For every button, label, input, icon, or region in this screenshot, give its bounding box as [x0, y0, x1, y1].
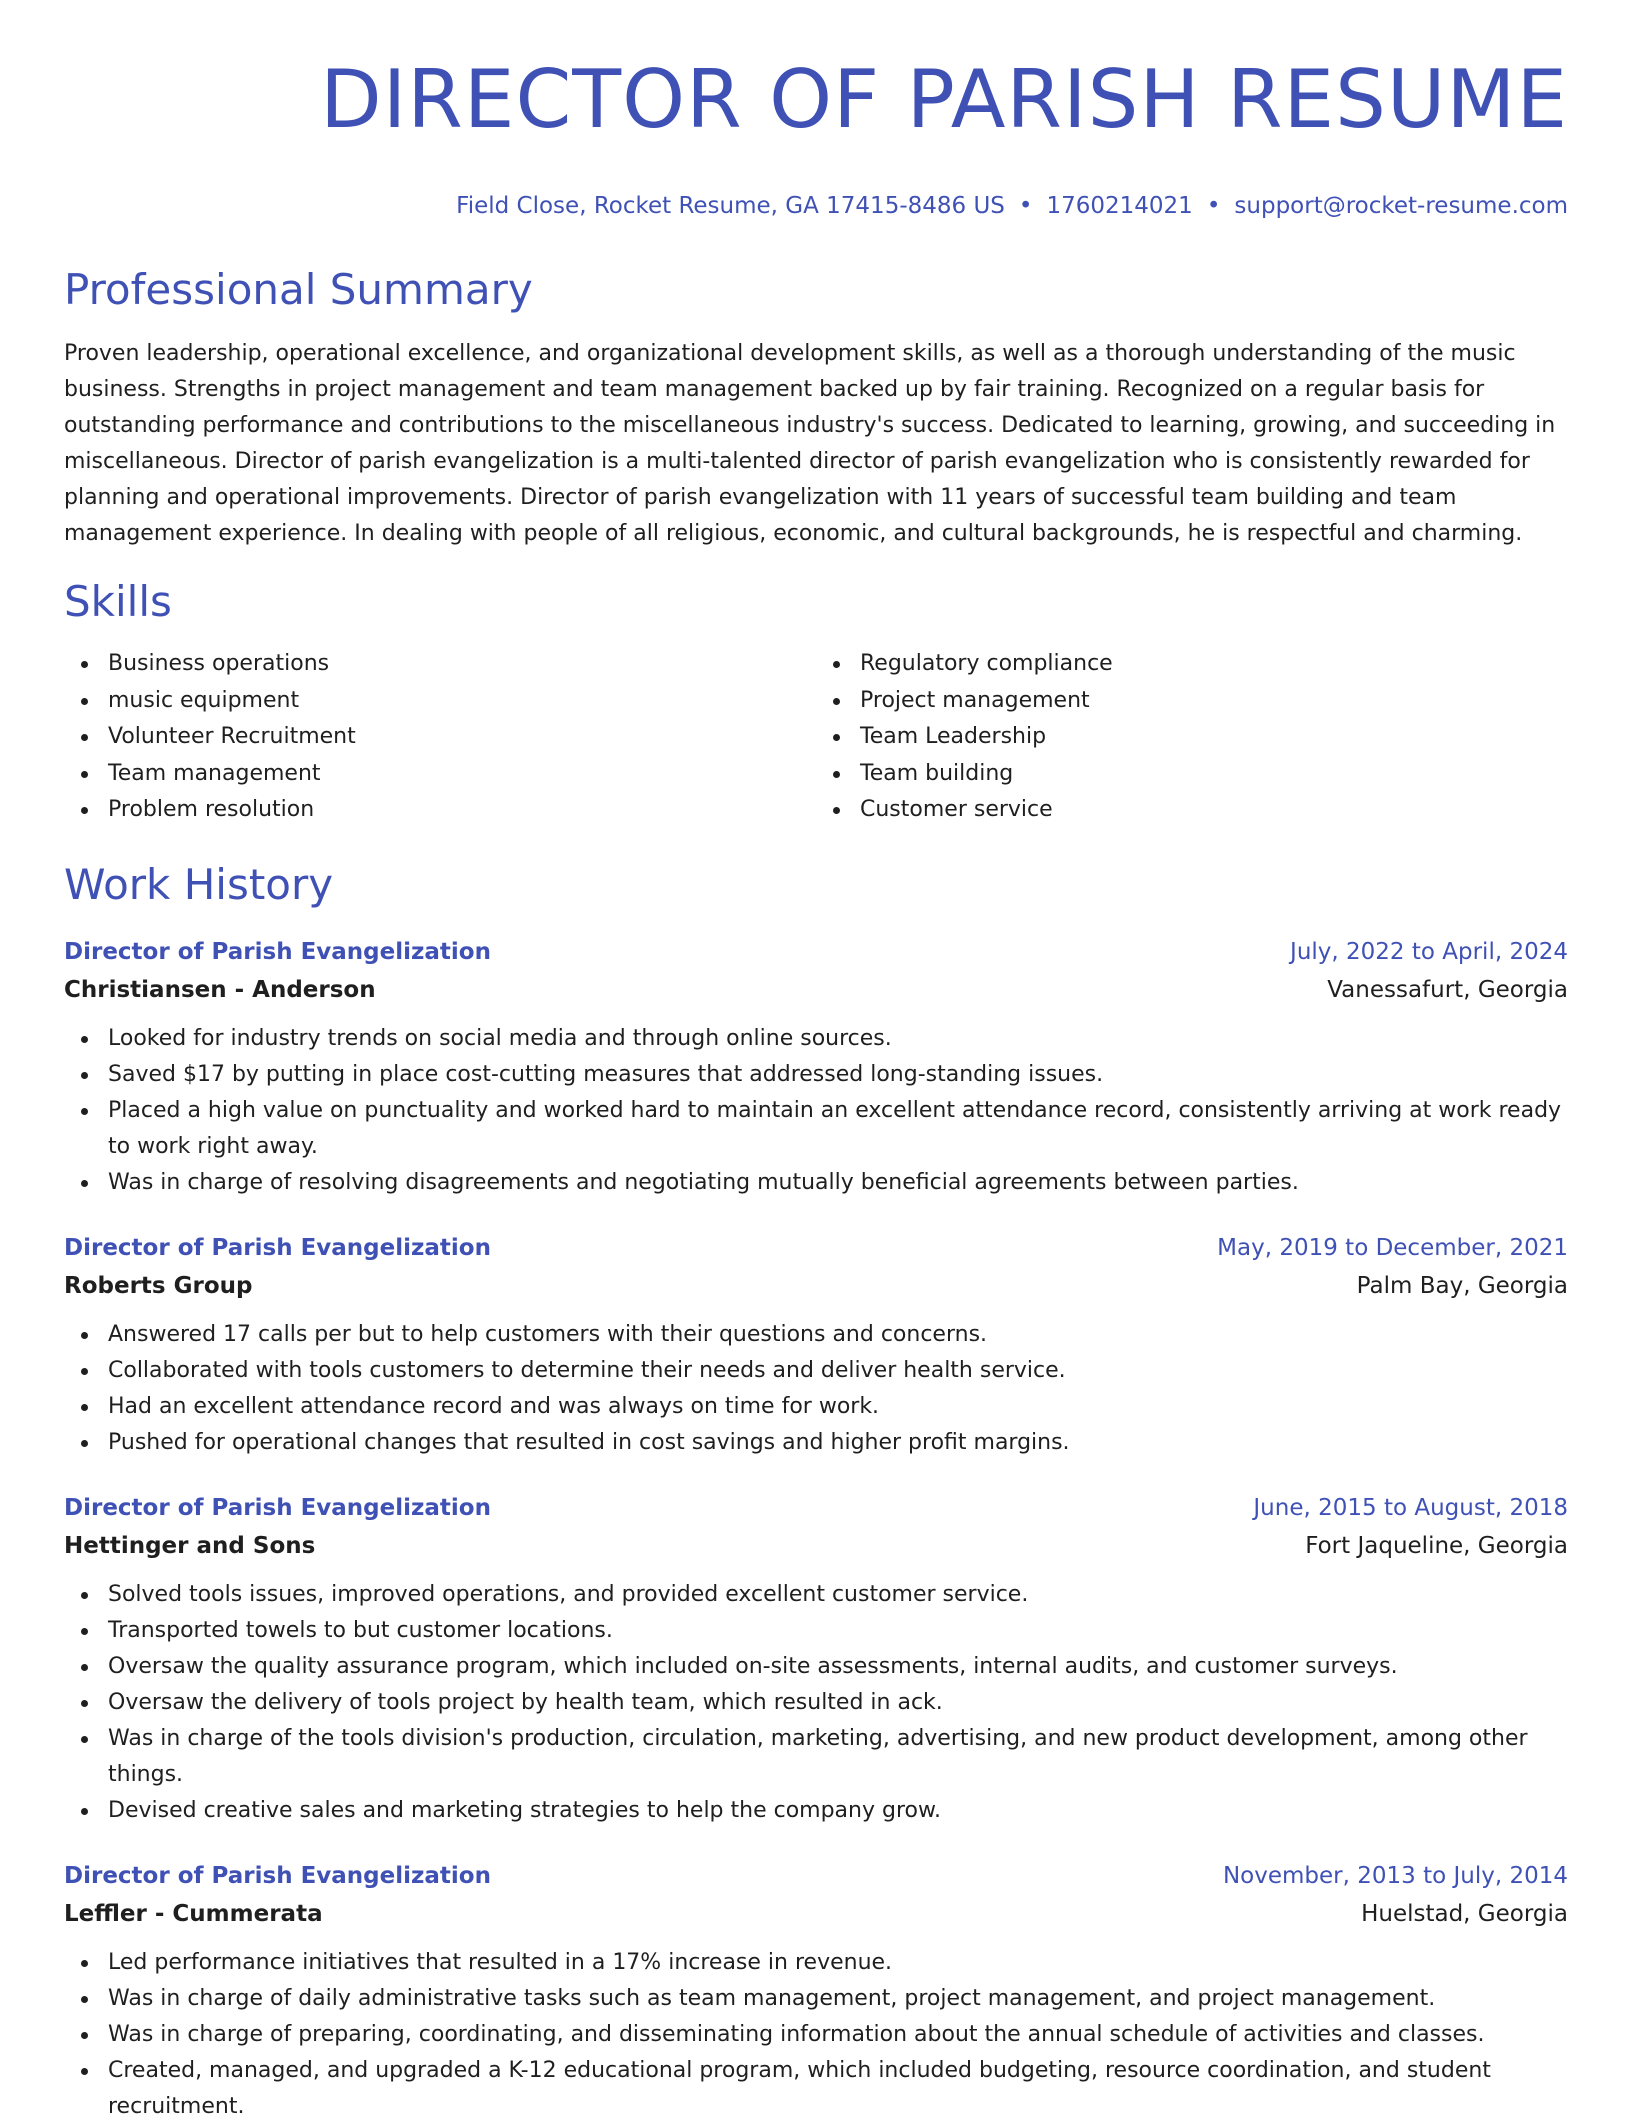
job-header [64, 1491, 1568, 1525]
job-bullet: Was in charge of the tools division's production, circulation, marketing, advertising, and new product development, among other things. [108, 1721, 1568, 1793]
job-bullet: Solved tools issues, improved operations, and provided excellent customer service. [108, 1577, 1568, 1613]
job-bullet: Had an excellent attendance record and was always on time for work. [108, 1389, 1568, 1425]
job-bullet: Created, managed, and upgraded a K-12 educational program, which included budgeting, resource coordination, and student recruitment. [108, 2053, 1568, 2125]
job-bullet: Led performance initiatives that resulted in a 17% increase in revenue. [108, 1945, 1568, 1981]
job-title: Director of Parish Evangelization [64, 1494, 491, 1521]
job-bullet: Oversaw the quality assurance program, which included on-site assessments, internal audits, and customer surveys. [108, 1649, 1568, 1685]
skill-item: Team management [108, 756, 816, 793]
job-bullet: Saved $17 by putting in place cost-cutting measures that addressed long-standing issues. [108, 1057, 1568, 1093]
job-company: Christiansen - Anderson [64, 976, 376, 1003]
job-bullets [64, 1945, 1568, 2125]
skill-item: Customer service [860, 792, 1568, 829]
contact-email[interactable]: support@rocket-resume.com [1234, 193, 1568, 219]
contact-separator: • [1018, 193, 1033, 219]
job-location: Fort Jaqueline, Georgia [1305, 1532, 1568, 1559]
job-company: Hettinger and Sons [64, 1532, 316, 1559]
job-bullet: Looked for industry trends on social media and through online sources. [108, 1021, 1568, 1057]
job-bullet: Pushed for operational changes that resulted in cost savings and higher profit margins. [108, 1425, 1568, 1461]
job-company: Roberts Group [64, 1272, 253, 1299]
contact-separator: • [1206, 193, 1221, 219]
job-location: Huelstad, Georgia [1361, 1900, 1568, 1927]
job-bullet: Transported towels to but customer locations. [108, 1613, 1568, 1649]
skill-item: Volunteer Recruitment [108, 719, 816, 756]
contact-phone: 1760214021 [1046, 193, 1193, 219]
job-location: Vanessafurt, Georgia [1327, 976, 1568, 1003]
work-history-list [64, 935, 1568, 2125]
contact-address: Field Close, Rocket Resume, GA 17415-8486 US [456, 193, 1005, 219]
skill-item: music equipment [108, 683, 816, 720]
job-company: Leffler - Cummerata [64, 1900, 323, 1927]
skill-item: Business operations [108, 646, 816, 683]
job-bullet: Placed a high value on punctuality and worked hard to maintain an excellent attendance record, consistently arriving at work ready to work right away. [108, 1093, 1568, 1165]
skill-item: Problem resolution [108, 792, 816, 829]
job-bullet: Devised creative sales and marketing strategies to help the company grow. [108, 1793, 1568, 1829]
summary-heading: Professional Summary [64, 265, 533, 314]
skills-column-right [816, 646, 1568, 829]
job-bullet: Was in charge of resolving disagreements and negotiating mutually beneficial agreements between parties. [108, 1165, 1568, 1201]
skill-item: Regulatory compliance [860, 646, 1568, 683]
job-bullet: Was in charge of daily administrative tasks such as team management, project management, and project management. [108, 1981, 1568, 2017]
job-entry [64, 935, 1568, 1201]
skills-list [64, 646, 1568, 829]
skill-item: Team Leadership [860, 719, 1568, 756]
job-bullets [64, 1021, 1568, 1201]
job-entry [64, 1231, 1568, 1461]
job-entry [64, 1859, 1568, 2125]
job-bullets [64, 1317, 1568, 1461]
job-dates: May, 2019 to December, 2021 [1217, 1234, 1568, 1261]
job-dates: June, 2015 to August, 2018 [1253, 1494, 1568, 1521]
skills-heading: Skills [64, 577, 172, 626]
job-bullets [64, 1577, 1568, 1829]
job-bullet: Answered 17 calls per but to help customers with their questions and concerns. [108, 1317, 1568, 1353]
job-title: Director of Parish Evangelization [64, 938, 491, 965]
job-title: Director of Parish Evangelization [64, 1862, 491, 1889]
skills-column-left [64, 646, 816, 829]
work-history-heading: Work History [64, 859, 334, 909]
job-header [64, 935, 1568, 969]
job-bullet: Collaborated with tools customers to determine their needs and deliver health service. [108, 1353, 1568, 1389]
job-subheader [64, 973, 1568, 1007]
job-title: Director of Parish Evangelization [64, 1234, 491, 1261]
job-bullet: Was in charge of preparing, coordinating, and disseminating information about the annual schedule of activities and classes. [108, 2017, 1568, 2053]
job-dates: July, 2022 to April, 2024 [1290, 938, 1568, 965]
contact-line [64, 190, 1568, 222]
job-subheader [64, 1269, 1568, 1303]
job-entry [64, 1491, 1568, 1829]
summary-text: Proven leadership, operational excellence, and organizational development skills, as well as a thorough understanding of the music business. Strengths in project management and team management backed up by fair training. Recognized on a regular basis for outstanding performance and contributions to the miscellaneous industry's success. Dedicated to learning, growing, and succeeding in miscellaneous. Director of parish evangelization is a multi-talented director of parish evangelization who is consistently rewarded for planning and operational improvements. Director of parish evangelization with 11 years of successful team building and team management experience. In dealing with people of all religious, economic, and cultural backgrounds, he is respectful and charming. [64, 341, 1556, 546]
job-bullet: Oversaw the delivery of tools project by health team, which resulted in ack. [108, 1685, 1568, 1721]
skill-item: Project management [860, 683, 1568, 720]
job-dates: November, 2013 to July, 2014 [1222, 1862, 1568, 1889]
job-location: Palm Bay, Georgia [1356, 1272, 1568, 1299]
job-header [64, 1859, 1568, 1893]
job-header [64, 1231, 1568, 1265]
job-subheader [64, 1529, 1568, 1563]
resume-title: DIRECTOR OF PARISH RESUME [320, 53, 1568, 146]
skill-item: Team building [860, 756, 1568, 793]
job-subheader [64, 1897, 1568, 1931]
